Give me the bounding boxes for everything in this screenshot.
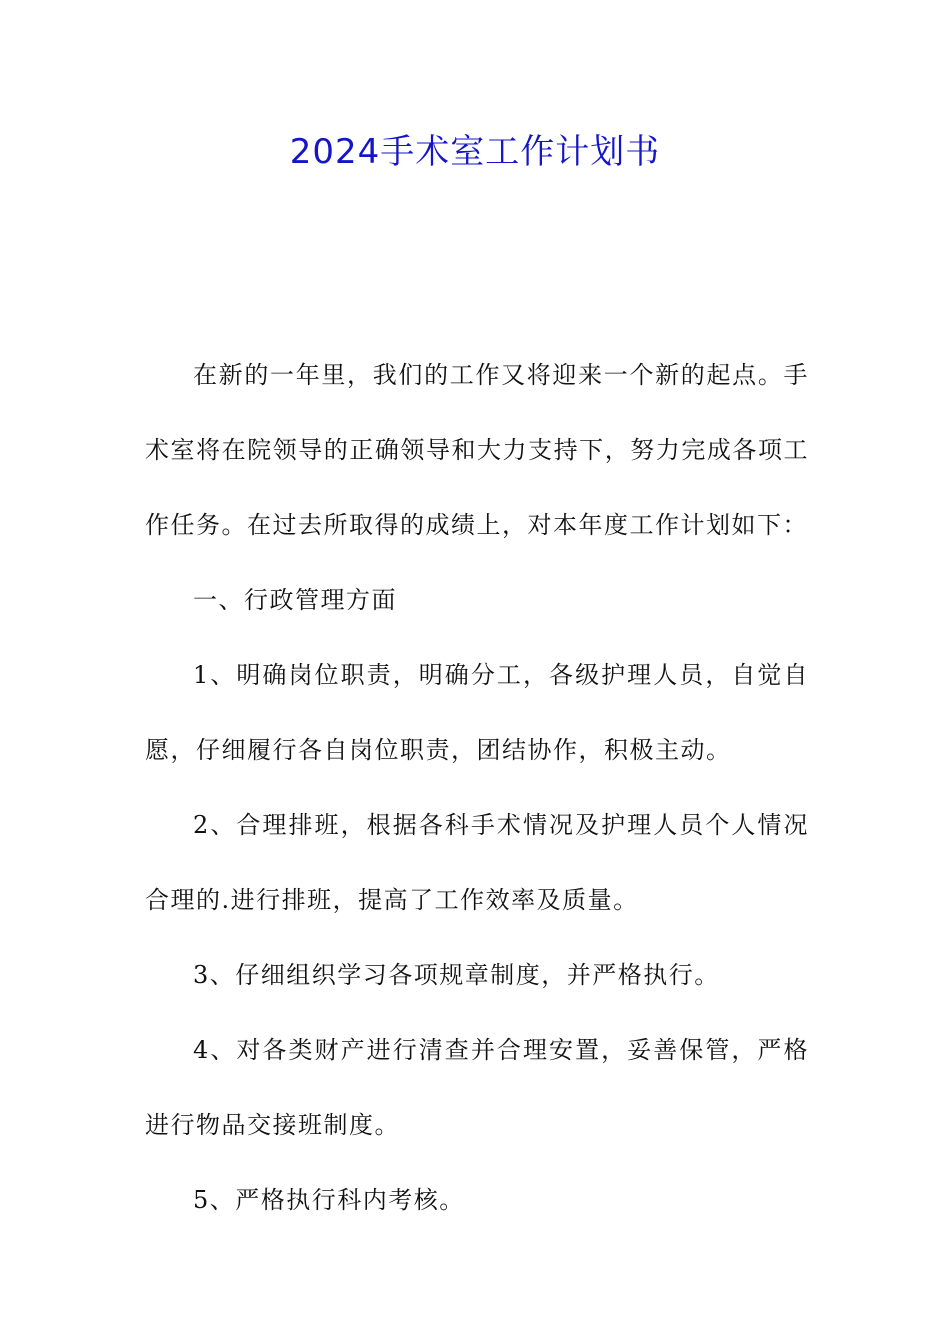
list-item-5: 5、严格执行科内考核。 <box>193 1186 465 1214</box>
section-heading-admin: 一、行政管理方面 <box>193 586 397 614</box>
list-item-4: 4、对各类财产进行清查并合理安置，妥善保管，严格进行物品交接班制度。 <box>145 1036 809 1139</box>
list-item-3: 3、仔细组织学习各项规章制度，并严格执行。 <box>193 961 720 989</box>
list-item-1: 1、明确岗位职责，明确分工，各级护理人员，自觉自愿，仔细履行各自岗位职责，团结协作，积极主动。 <box>145 661 809 764</box>
document-body <box>145 338 809 1238</box>
document-title: 2024手术室工作计划书 <box>289 132 661 172</box>
intro-paragraph: 在新的一年里，我们的工作又将迎来一个新的起点。手术室将在院领导的正确领导和大力支持下，努力完成各项工作任务。在过去所取得的成绩上，对本年度工作计划如下： <box>145 361 809 539</box>
list-item-2: 2、合理排班，根据各科手术情况及护理人员个人情况合理的.进行排班，提高了工作效率及质量。 <box>145 811 809 914</box>
